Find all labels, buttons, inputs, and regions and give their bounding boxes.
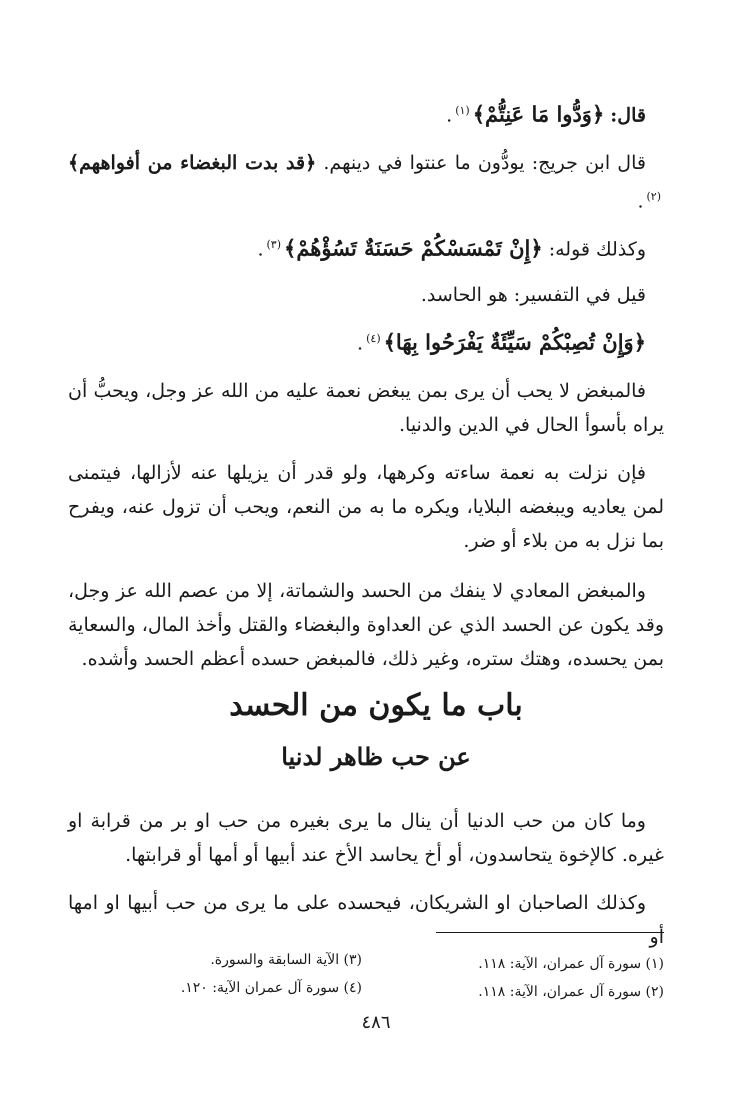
paragraph-6-text: فالمبغض لا يحب أن يرى بمن يبغض نعمة عليه من الله عز وجل، ويحبُّ أن يراه بأسوأ الحال في الدين والدنيا. [68,380,664,436]
paragraph-7-text: فإن نزلت به نعمة ساءته وكرهها، ولو قدر أن يزيلها عنه لأزالها، فيتمنى لمن يعاديه ويبغضه البلايا، ويكره ما به من النعم، ويحب أن تزول عنه، ويفرح بما نزل به من بلاء أو ضر. [68,462,664,552]
quran-verse-1: ﴿وَدُّوا مَا عَنِتُّمْ﴾ [472,101,605,127]
paragraph-2-end: . [637,190,644,213]
paragraph-10 [68,886,664,954]
paragraph-9 [68,804,664,872]
paragraph-3 [68,228,664,266]
paragraph-5 [68,322,664,360]
paragraph-2-text: قال ابن جريج: يودُّون ما عنتوا في دينهم. [323,152,646,174]
footnote-ref-3: (٣) [266,238,282,251]
quran-verse-3: ﴿إِنْ تَمْسَسْكُمْ حَسَنَةٌ تَسُؤْهُمْ﴾ [284,235,543,261]
paragraph-5-end: . [357,332,364,355]
footnote-ref-2: (٢) [646,190,661,203]
paragraph-7 [68,456,664,558]
paragraph-10-text: وكذلك الصاحبان او الشريكان، فيحسده على ما يرى من حب أبيها او امها أو [68,892,664,948]
paragraph-4-text: قيل في التفسير: هو الحاسد. [420,284,646,306]
paragraph-9-text: وما كان من حب الدنيا أن ينال ما يرى بغيره من حب او بر من قرابة او غيره. كالإخوة يتحاسدون، أو أخ يحاسد الأخ عند أبيها أو أمها أو قرابتها. [68,810,664,866]
footnote-4: (٤) سورة آل عمران الآية: ١٢٠. [180,980,362,996]
footnote-2: (٢) سورة آل عمران، الآية: ١١٨. [478,984,664,1000]
paragraph-8 [68,574,664,676]
page-number: ٤٨٦ [361,1012,391,1033]
chapter-subtitle: عن حب ظاهر لدنيا [281,742,471,771]
footnote-1: (١) سورة آل عمران، الآية: ١١٨. [478,956,664,972]
paragraph-1-end: . [446,104,453,127]
paragraph-2 [68,146,664,218]
paragraph-2-bold-quote: ﴿قد بدت البغضاء من أفواههم﴾ [68,152,317,174]
footnote-3: (٣) الآية السابقة والسورة. [210,952,362,968]
quran-verse-5: ﴿وَإِنْ تُصِبْكُمْ سَيِّئَةٌ يَفْرَحُوا بِهَا﴾ [383,329,646,355]
paragraph-3-text: وكذلك قوله: [548,238,646,261]
said-label: قال: [610,104,646,127]
paragraph-1 [68,94,664,132]
footnote-separator [436,932,664,933]
paragraph-4 [68,278,664,312]
paragraph-6 [68,374,664,442]
chapter-title: باب ما يكون من الحسد [229,688,523,723]
footnote-ref-4: (٤) [366,332,381,345]
footnote-ref-1: (١) [455,104,470,117]
paragraph-8-text: والمبغض المعادي لا ينفك من الحسد والشماتة، إلا من عصم الله عز وجل، وقد يكون عن الحسد الذي عن العداوة والبغضاء والقتل وأخذ المال، والسعاية بمن يحسده، وهتك ستره، وغير ذلك، فالمبغض حسده أعظم الحسد وأشده. [68,580,664,670]
paragraph-3-end: . [257,238,264,261]
